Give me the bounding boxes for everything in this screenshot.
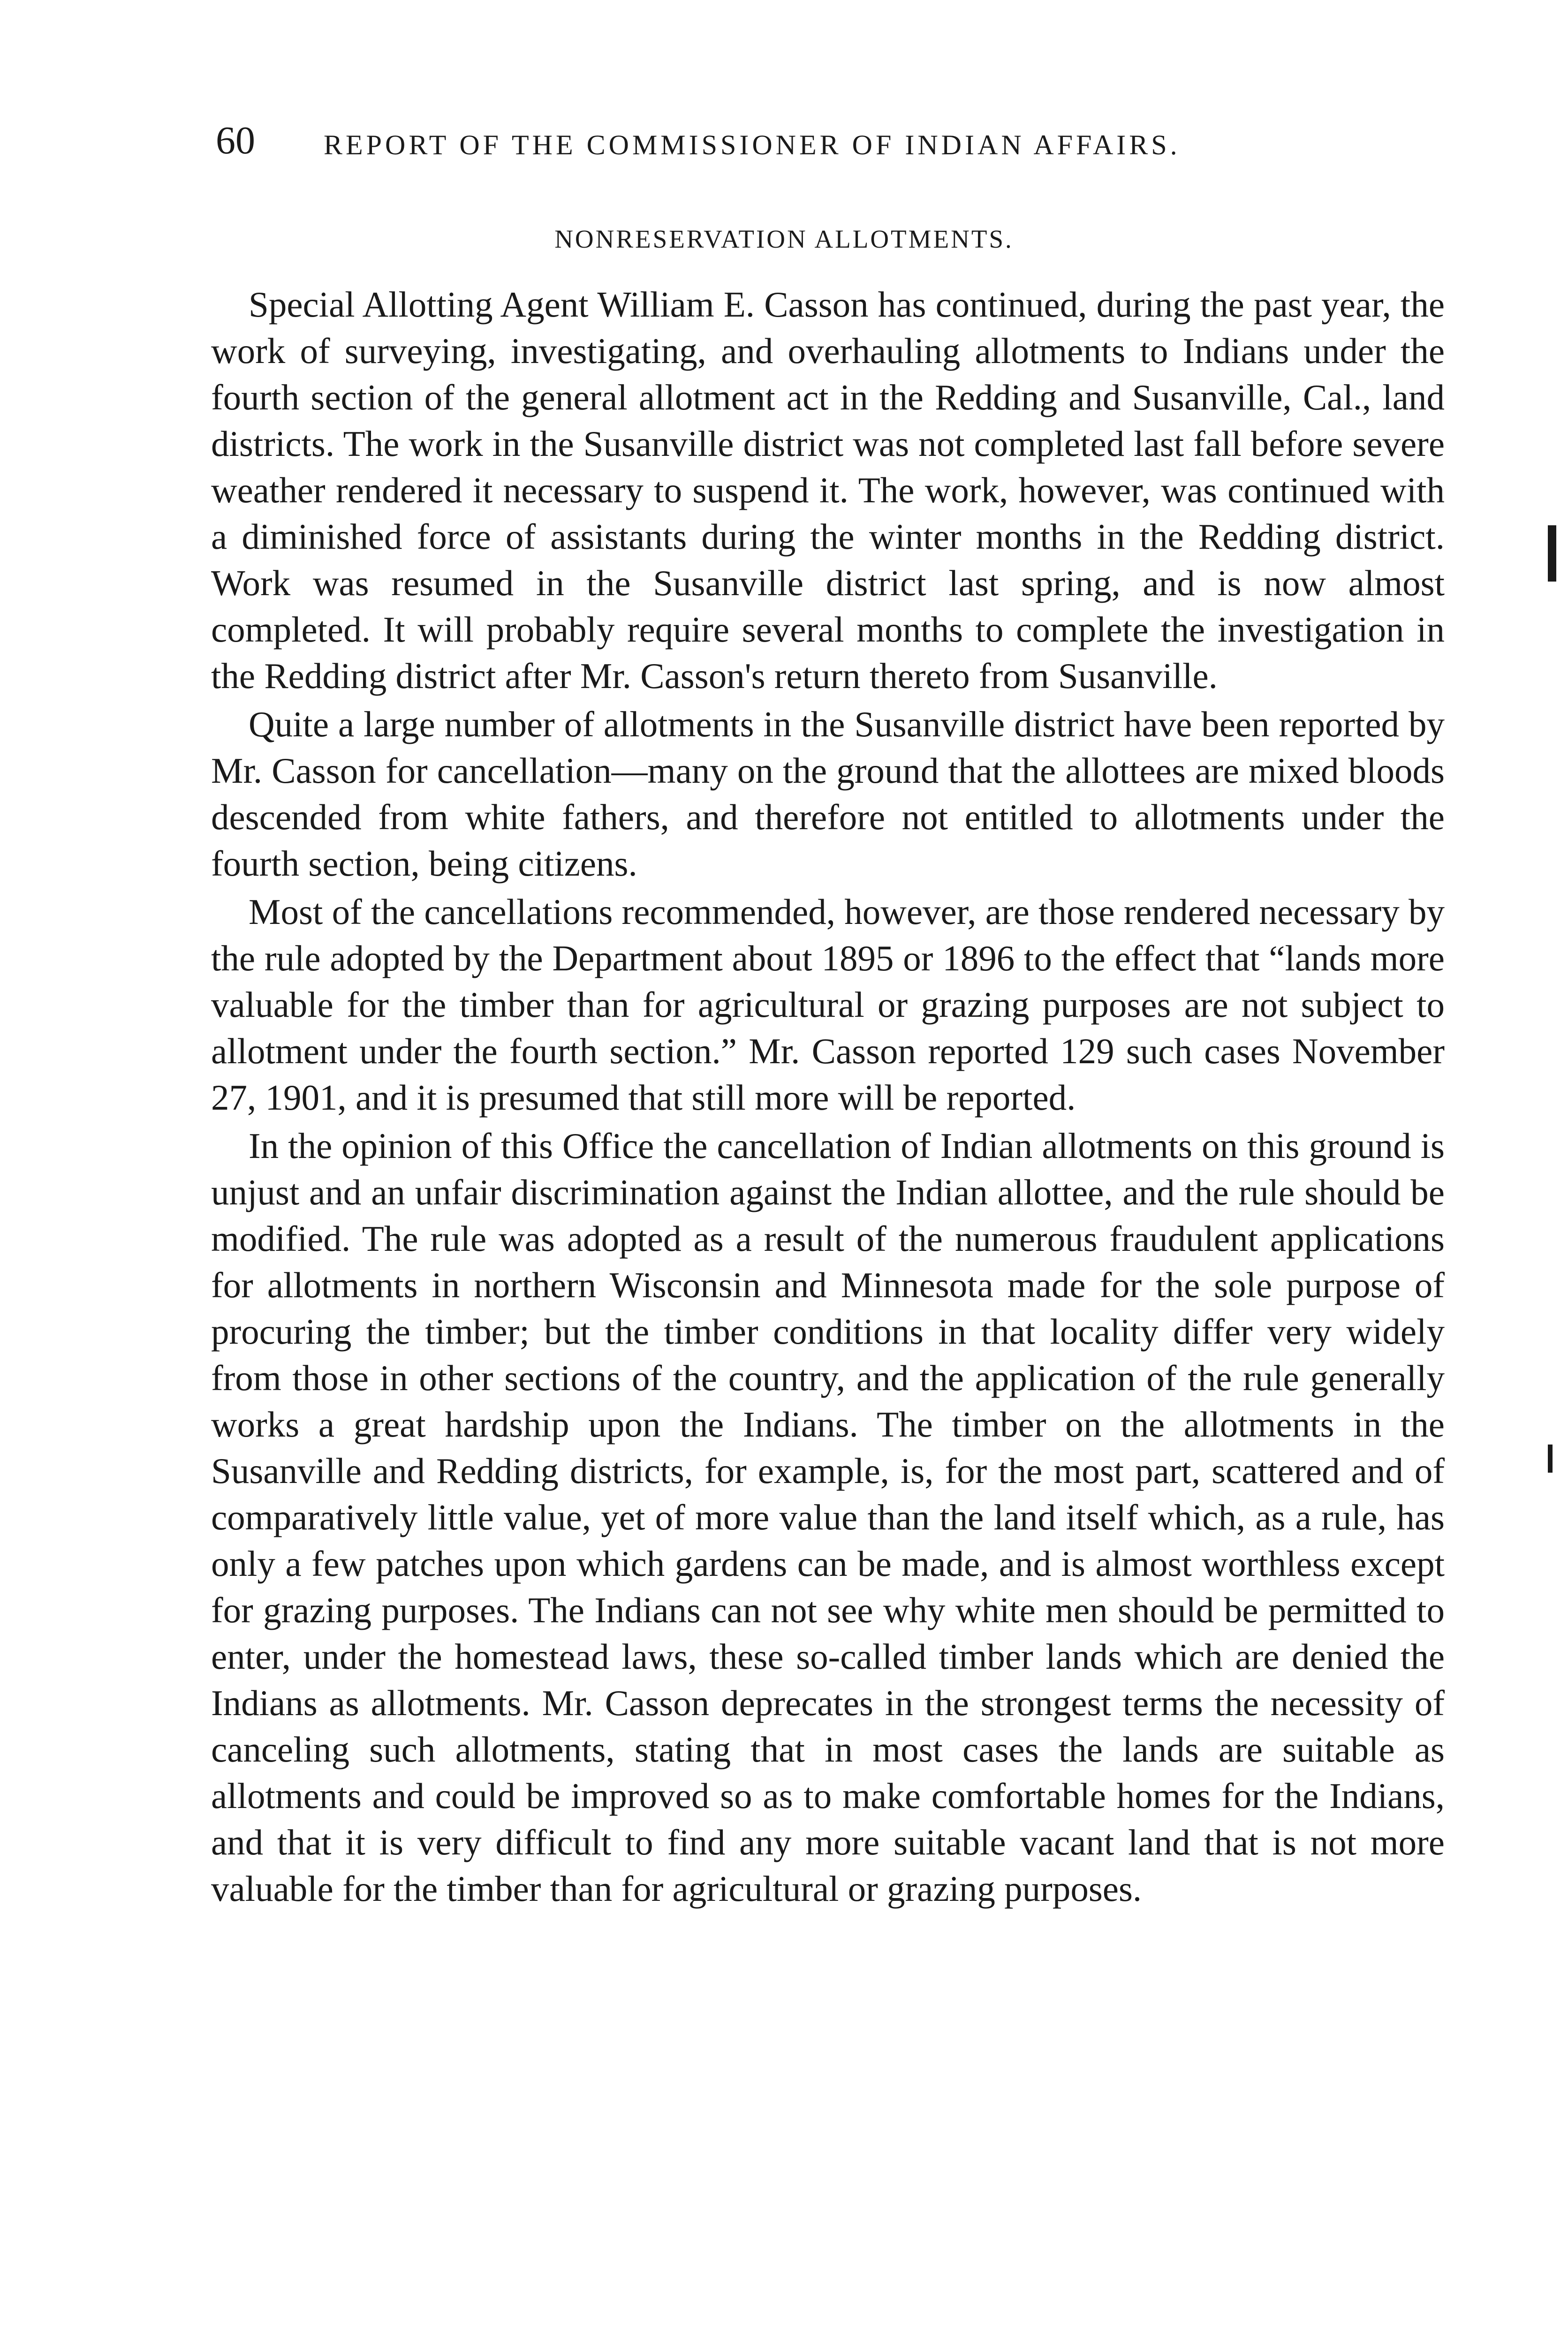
running-title: REPORT OF THE COMMISSIONER OF INDIAN AFFAIRS. [324,129,1181,160]
scan-edge-mark [1548,525,1556,582]
page-header [216,115,1445,176]
section-heading: NONRESERVATION ALLOTMENTS. [554,225,1014,253]
page-number: 60 [216,119,255,162]
scan-edge-mark [1548,1445,1553,1473]
paragraph: Quite a large number of allotments in the Susanville district have been reported by Mr. Casson for cancellation—many on the ground that the allottees are mixed bloods descended from white fathers, and therefore not entitled to allotments under the fourth section, being citizens. [211,704,1445,884]
paragraph: Special Allotting Agent William E. Casson has continued, during the past year, the work of surveying, investigating, and overhauling allotments to Indians under the fourth section of the general allotment act in the Redding and Susanville, Cal., land districts. The work in the Susanville district was not completed last fall before severe weather rendered it necessary to suspend it. The work, however, was continued with a diminished force of assistants during the winter months in the Redding district. Work was resumed in the Susanville district last spring, and is now almost completed. It will probably require several months to complete the investigation in the Redding district after Mr. Casson's return thereto from Susanville. [211,284,1445,696]
body-text [211,281,1445,1912]
paragraph: Most of the cancellations recommended, however, are those rendered necessary by the rule adopted by the Department about 1895 or 1896 to the effect that “lands more valuable for the timber than for agricultural or grazing purposes are not subject to allotment under the fourth section.” Mr. Casson reported 129 such cases November 27, 1901, and it is presumed that still more will be reported. [211,892,1445,1118]
paragraph: In the opinion of this Office the cancellation of Indian allotments on this ground is unjust and an unfair discrimination against the Indian allottee, and the rule should be modified. The rule was adopted as a result of the numerous fraudulent applications for allotments in northern Wisconsin and Minnesota made for the sole purpose of procuring the timber; but the timber conditions in that locality differ very widely from those in other sections of the country, and the application of the rule generally works a great hardship upon the Indians. The timber on the allotments in the Susanville and Redding districts, for example, is, for the most part, scattered and of comparatively little value, yet of more value than the land itself which, as a rule, has only a few patches upon which gardens can be made, and is almost worthless except for grazing purposes. The Indians can not see why white men should be permitted to enter, under the homestead laws, these so-called timber lands which are denied the Indians as allotments. Mr. Casson deprecates in the strongest terms the necessity of canceling such allotments, stating that in most cases the lands are suitable as allotments and could be improved so as to make comfortable homes for the Indians, and that it is very difficult to find any more suitable vacant land that is not more valuable for the timber than for agricultural or grazing purposes. [211,1126,1445,1909]
